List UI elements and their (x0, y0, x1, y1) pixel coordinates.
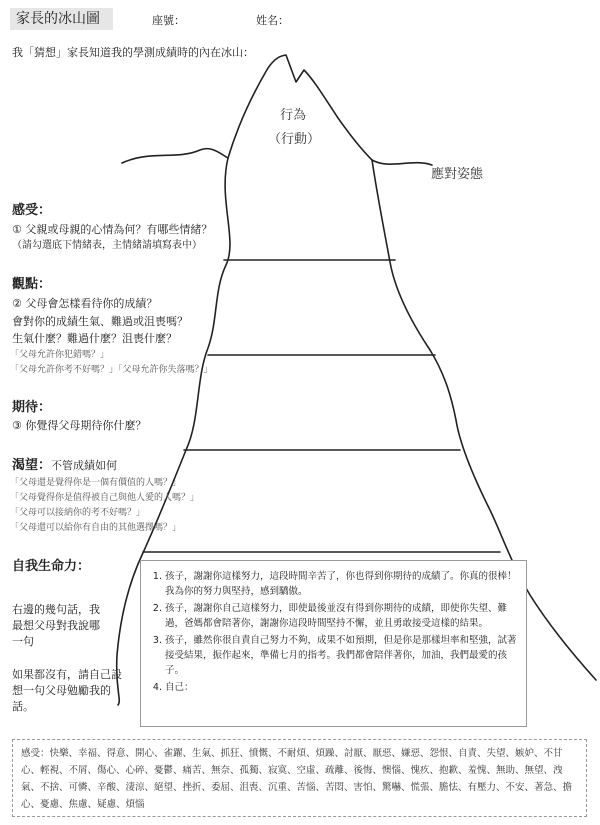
yearning-heading-extra: 不管成績如何 (51, 459, 118, 472)
expectations-question: ③ 你覺得父母期待你什麼？ (12, 419, 147, 432)
option-item-self: 4. 自己： (165, 680, 518, 695)
views-sub-1: 「父母允許你犯錯嗎？」 (10, 350, 110, 360)
options-list (141, 569, 518, 695)
water-line-left (122, 149, 228, 163)
self-note-2: 如果都沒有，請自己設想一句父母勉勵我的話。 (12, 668, 122, 713)
views-sub-2: 「父母允許你考不好嗎？」「父母允許你失落嗎？」 (10, 365, 213, 375)
yearning-heading-row (12, 454, 117, 473)
behavior-label: 行為 (280, 108, 307, 123)
yearning-sub-2: 「父母覺得你是值得被自己與他人愛的人嗎？」 (10, 493, 200, 503)
feelings-question: ① 父親或母親的心情為何？有哪些情緒？ (12, 223, 213, 236)
yearning-heading: 渴望： (12, 458, 52, 473)
intro-text: 我「猜想」家長知道我的學測成績時的內在冰山： (12, 46, 254, 59)
feelings-heading: 感受： (12, 203, 52, 218)
option-item: 2. 孩子，謝謝你自己這樣努力，即使最後並沒有得到你期待的成績，即使你失望、難過，爸媽都會陪著你，謝謝你這段時間堅持不懈，並且勇敢接受這樣的結果。 (165, 601, 518, 631)
parent-message-options (140, 560, 527, 727)
views-question-3: 生氣什麼？難過什麼？沮喪什麼？ (12, 332, 177, 345)
option-item: 3. 孩子，雖然你很自責自己努力不夠，成果不如預期，但是你是那樣坦率和堅強，試著接受結果，振作起來，準備七月的指考。我們都會陪伴著你，加油，我們最愛的孩子。 (165, 633, 518, 678)
yearning-sub-4: 「父母還可以給你有自由的其他選擇嗎？」 (10, 523, 182, 533)
water-line-right (372, 160, 432, 165)
yearning-sub-1: 「父母還是覺得你是一個有價值的人嗎？」 (10, 478, 182, 488)
self-note-1: 右邊的幾句話，我最想父母對我說哪一句 (12, 603, 100, 648)
coping-label: 應對姿態 (431, 167, 484, 182)
feelings-note: （請勾選底下情緒表，主情緒請填寫表中） (12, 240, 202, 251)
views-question-2: 會對你的成績生氣、難過或沮喪嗎？ (12, 315, 188, 328)
name-label: 姓名： (256, 14, 289, 27)
views-heading: 觀點： (12, 277, 52, 292)
option-item: 1. 孩子，謝謝你這樣努力，這段時間辛苦了，你也得到你期待的成績了。你真的很棒！我為你的努力與堅持，感到驕傲。 (165, 569, 518, 599)
action-label: （行動） (268, 132, 321, 147)
feelings-list-box: 感受：快樂、幸福、得意、開心、雀躍、生氣、抓狂、憤慨、不耐煩、煩躁、討厭、厭惡、嫌惡、怨恨、自責、失望、嫉妒、不甘心、輕視、不屑、傷心、心碎、憂鬱、痛苦、無奈、孤獨、寂寞、空虛、疏離、後悔、懊惱、愧疚、抱歉、羞愧、無助、無望、洩氣、不捨、可憐、辛酸、淒涼、絕望、挫折、委屈、沮喪、沉重、苦惱、苦悶、害怕、驚嚇、慌張、膽怯、有壓力、不安、著急、擔心、憂慮、焦慮、疑慮、煩惱 (12, 739, 587, 817)
seat-label: 座號： (152, 14, 185, 27)
yearning-sub-3: 「父母可以接納你的考不好嗎？」 (10, 508, 146, 518)
page-title: 家長的冰山圖 (10, 8, 113, 30)
self-heading: 自我生命力： (12, 559, 91, 574)
expectations-heading: 期待： (12, 400, 52, 415)
views-question-1: ② 父母會怎樣看待你的成績？ (12, 297, 158, 310)
